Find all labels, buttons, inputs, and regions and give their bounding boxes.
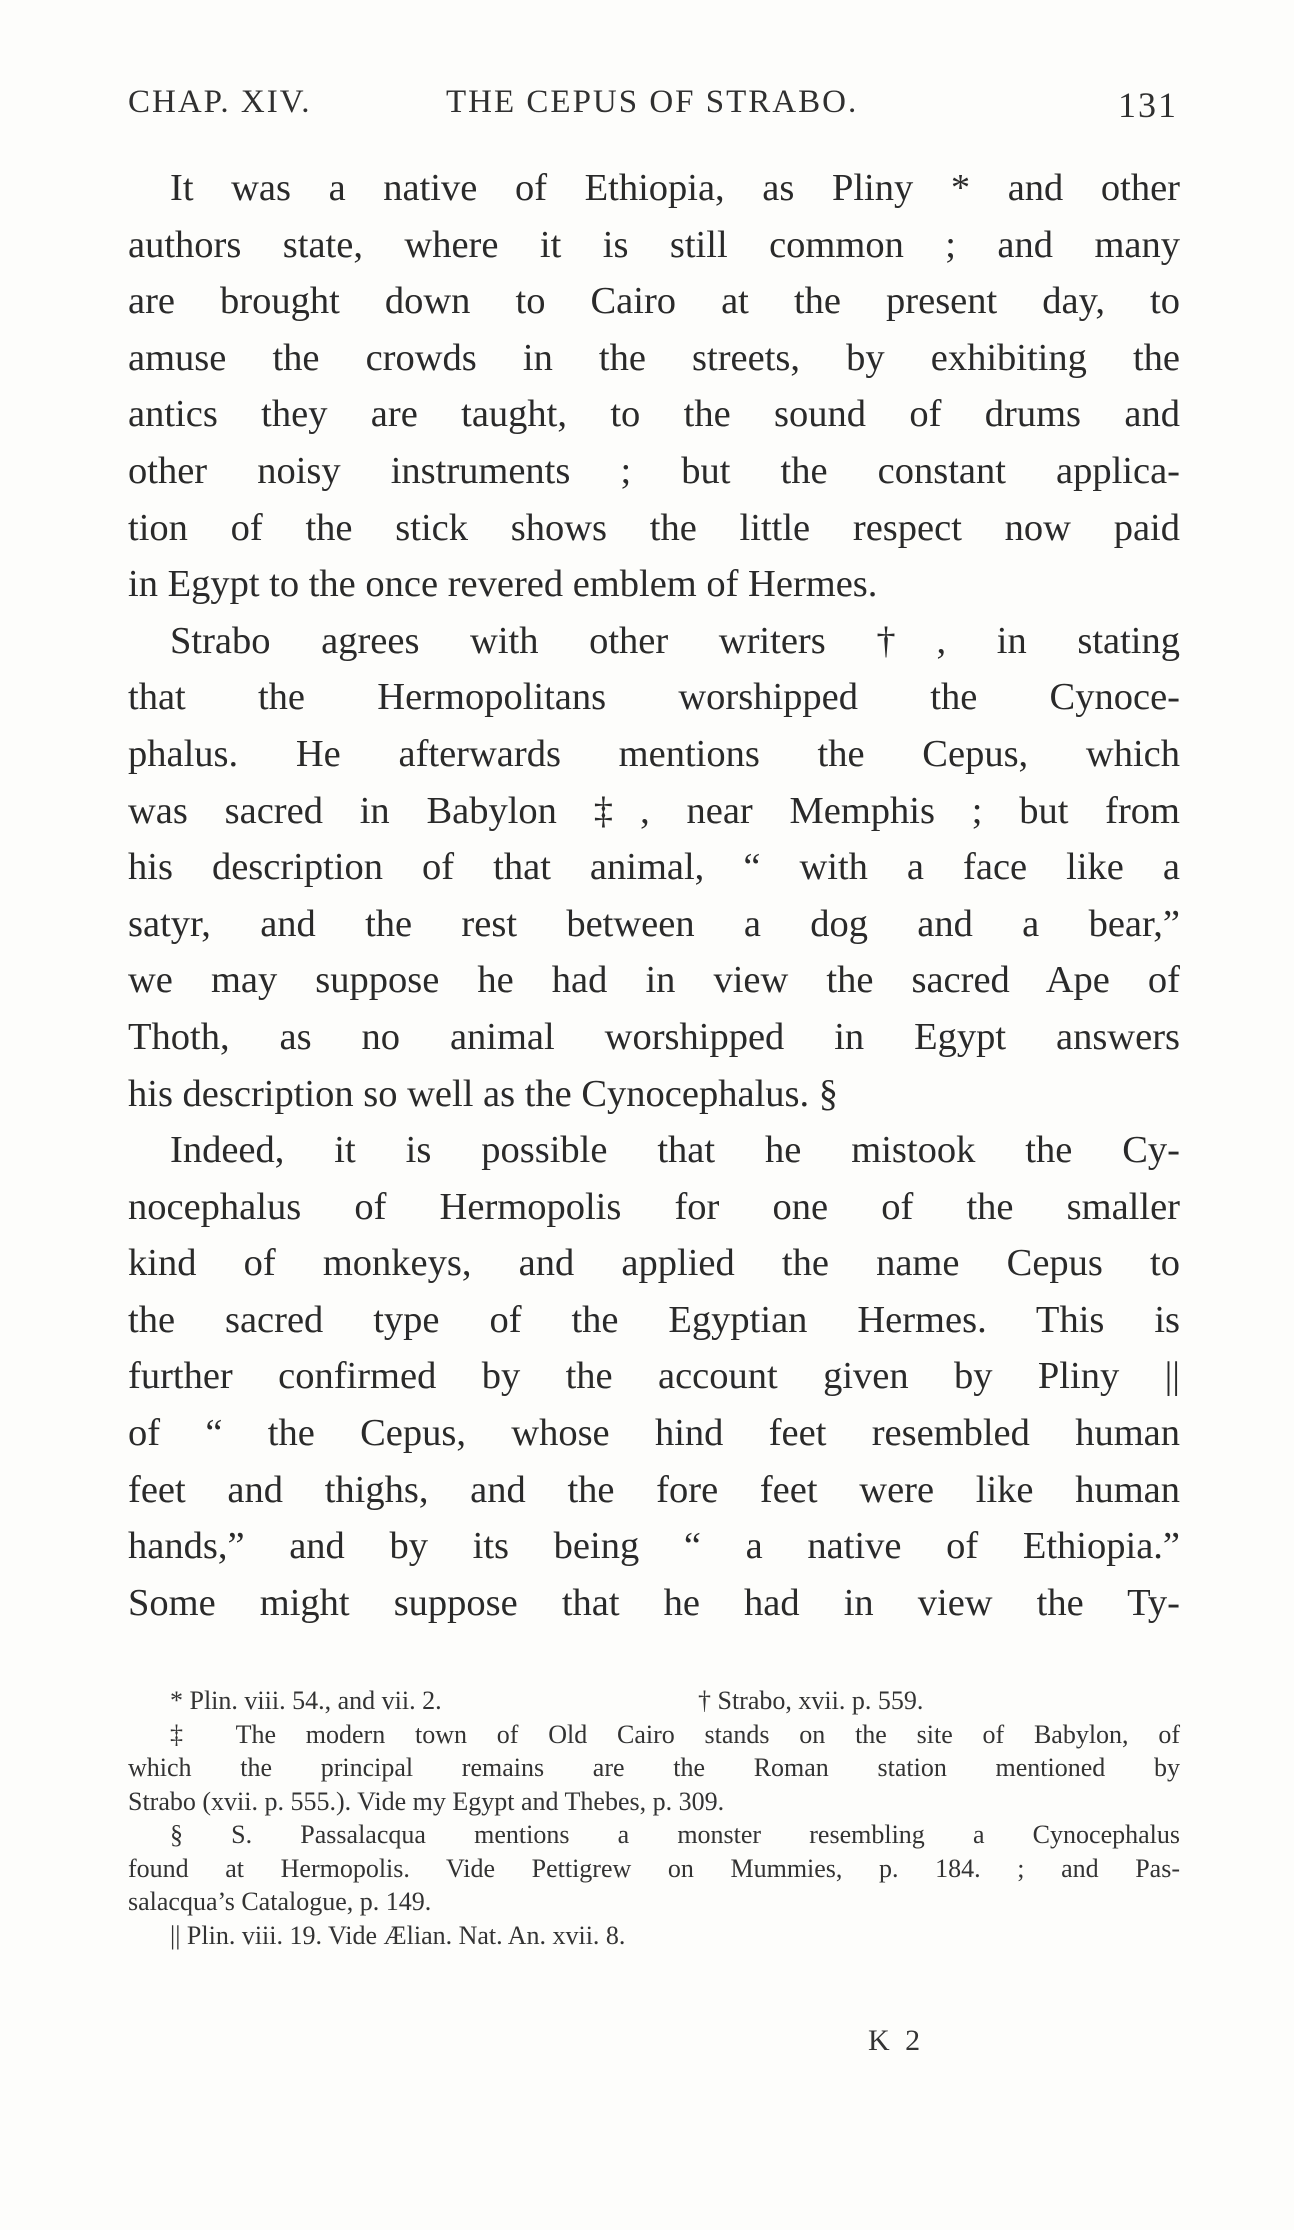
running-head (128, 84, 1178, 128)
signature-mark: K 2 (868, 2024, 925, 2057)
text-line: authors state, where it is still common ; and many (128, 223, 1180, 266)
text-line: Strabo agrees with other writers †, in stating (170, 619, 1180, 662)
text-line: his description so well as the Cynocephalus. § (128, 1072, 838, 1115)
footnote-3-line: which the principal remains are the Roman station mentioned by (128, 1753, 1180, 1782)
chapter-label: CHAP. XIV. (128, 84, 312, 120)
text-line: Some might suppose that he had in view the Ty- (128, 1581, 1180, 1624)
running-title: THE CEPUS OF STRABO. (446, 84, 859, 120)
text-line: nocephalus of Hermopolis for one of the smaller (128, 1185, 1180, 1228)
footnote-2: † Strabo, xvii. p. 559. (698, 1686, 924, 1715)
text-line: satyr, and the rest between a dog and a bear,” (128, 902, 1180, 945)
text-line: Thoth, as no animal worshipped in Egypt answers (128, 1015, 1180, 1058)
text-line: It was a native of Ethiopia, as Pliny * and other (170, 167, 1180, 209)
text-line: other noisy instruments ; but the constant applica- (128, 449, 1180, 492)
footnote-1: * Plin. viii. 54., and vii. 2. (170, 1686, 442, 1715)
footnote-3-line: Strabo (xvii. p. 555.). Vide my Egypt and Thebes, p. 309. (128, 1786, 725, 1816)
text-line: Indeed, it is possible that he mistook the Cy- (170, 1129, 1180, 1172)
footnote-3-line: ‡ The modern town of Old Cairo stands on the site of Babylon, of (170, 1719, 1180, 1749)
text-line: that the Hermopolitans worshipped the Cynoce- (128, 676, 1180, 719)
text-line: further confirmed by the account given by Pliny || (128, 1355, 1180, 1398)
text-line: we may suppose he had in view the sacred Ape of (128, 959, 1180, 1002)
text-line: in Egypt to the once revered emblem of Hermes. (128, 563, 878, 606)
text-line: antics they are taught, to the sound of drums and (128, 393, 1180, 436)
text-line: hands,” and by its being “ a native of Ethiopia.” (128, 1525, 1180, 1568)
text-line: the sacred type of the Egyptian Hermes. This is (128, 1298, 1180, 1341)
footnote-4-line: salacqua’s Catalogue, p. 149. (128, 1887, 432, 1916)
text-line: his description of that animal, “ with a face like a (128, 846, 1180, 889)
footnote-4-line: found at Hermopolis. Vide Pettigrew on Mummies, p. 184. ; and Pas- (128, 1853, 1180, 1883)
text-line: was sacred in Babylon ‡, near Memphis ; but from (128, 789, 1180, 832)
body-text (128, 160, 1180, 1631)
text-line: phalus. He afterwards mentions the Cepus, which (128, 732, 1180, 775)
text-line: of “ the Cepus, whose hind feet resembled human (128, 1412, 1180, 1455)
text-line: amuse the crowds in the streets, by exhibiting the (128, 336, 1180, 379)
page-number: 131 (1118, 85, 1178, 125)
text-line: are brought down to Cairo at the present day, to (128, 280, 1180, 323)
text-line: feet and thighs, and the fore feet were like human (128, 1468, 1180, 1511)
footnote-4-line: § S. Passalacqua mentions a monster resembling a Cynocephalus (170, 1820, 1180, 1849)
text-line: tion of the stick shows the little respect now paid (128, 506, 1180, 549)
text-line: kind of monkeys, and applied the name Cepus to (128, 1242, 1180, 1285)
footnote-5: || Plin. viii. 19. Vide Ælian. Nat. An. xvii. 8. (170, 1920, 626, 1950)
footnotes (128, 1684, 1180, 1952)
footnote-row (128, 1684, 1180, 1718)
